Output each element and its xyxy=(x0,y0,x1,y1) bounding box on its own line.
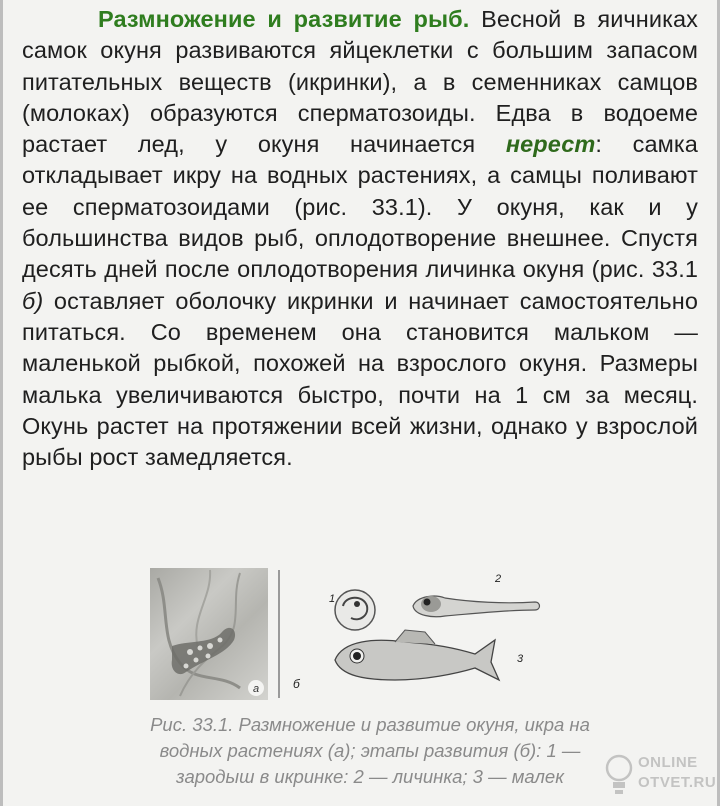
eggs-strand-illustration xyxy=(150,568,268,700)
watermark-logo xyxy=(604,750,716,802)
caption-line-2: водных растениях (а); этапы развития (б): 1 — xyxy=(159,740,581,761)
figure-reference-b: б) xyxy=(22,287,44,314)
development-stages-svg xyxy=(285,568,620,703)
watermark-line-2: OTVET.RU xyxy=(638,774,717,791)
watermark-line-1: ONLINE xyxy=(638,754,698,771)
section-heading: Размножение и развитие рыб. xyxy=(98,6,470,32)
caption-line-3: зародыш в икринке: 2 — личинка; 3 — малек xyxy=(176,766,564,787)
paragraph xyxy=(22,4,698,473)
embryo-in-egg-drawing xyxy=(335,590,375,630)
figure-33-1 xyxy=(150,568,620,703)
label-2: 2 xyxy=(495,573,502,585)
figure-divider xyxy=(278,570,280,698)
paragraph-text-part1: Весной в яичниках самок окуня развиваются яйцеклетки с большим запасом питательных веществ (икринки), а в семенниках самцов (молоках) образуются сперматозоиды. Едва в водоеме растает лед, у окуня начинается xyxy=(22,6,698,158)
caption-line-1: Рис. 33.1. Размножение и развитие окуня, икра на xyxy=(150,714,590,735)
label-a: а xyxy=(252,683,260,695)
photo-eggs-on-plants xyxy=(150,568,268,700)
label-1: 1 xyxy=(329,593,336,605)
fry-drawing xyxy=(335,630,499,680)
page-left-border xyxy=(0,0,3,806)
label-3: 3 xyxy=(517,653,524,665)
figure-caption xyxy=(130,712,610,790)
label-b: б xyxy=(293,677,300,691)
paragraph-text-part3: оставляет оболочку икринки и начинает самостоятельно питаться. Со временем она становится мальком — маленькой рыбкой, похожей на взрослого окуня. Размеры малька увеличиваются быстро, почти на 1 см за месяц. Окунь растет на протяжении всей жизни, однако у взрослой рыбы рост замедляется. xyxy=(22,287,698,471)
article-body xyxy=(22,4,698,473)
larva-drawing xyxy=(413,596,540,617)
development-stages-drawing xyxy=(285,568,620,703)
term-spawning: нерест xyxy=(505,131,596,158)
paragraph-text-part2: : самка откладывает икру на водных растениях, а самцы поливают ее сперматозоидами (рис. 33.1). У окуня, как и у большинства видов рыб, оплодотворение внешнее. Спустя десять дней после оплодотворения личинка окуня (рис. 33.1 xyxy=(22,131,698,283)
lightbulb-icon xyxy=(604,752,634,798)
